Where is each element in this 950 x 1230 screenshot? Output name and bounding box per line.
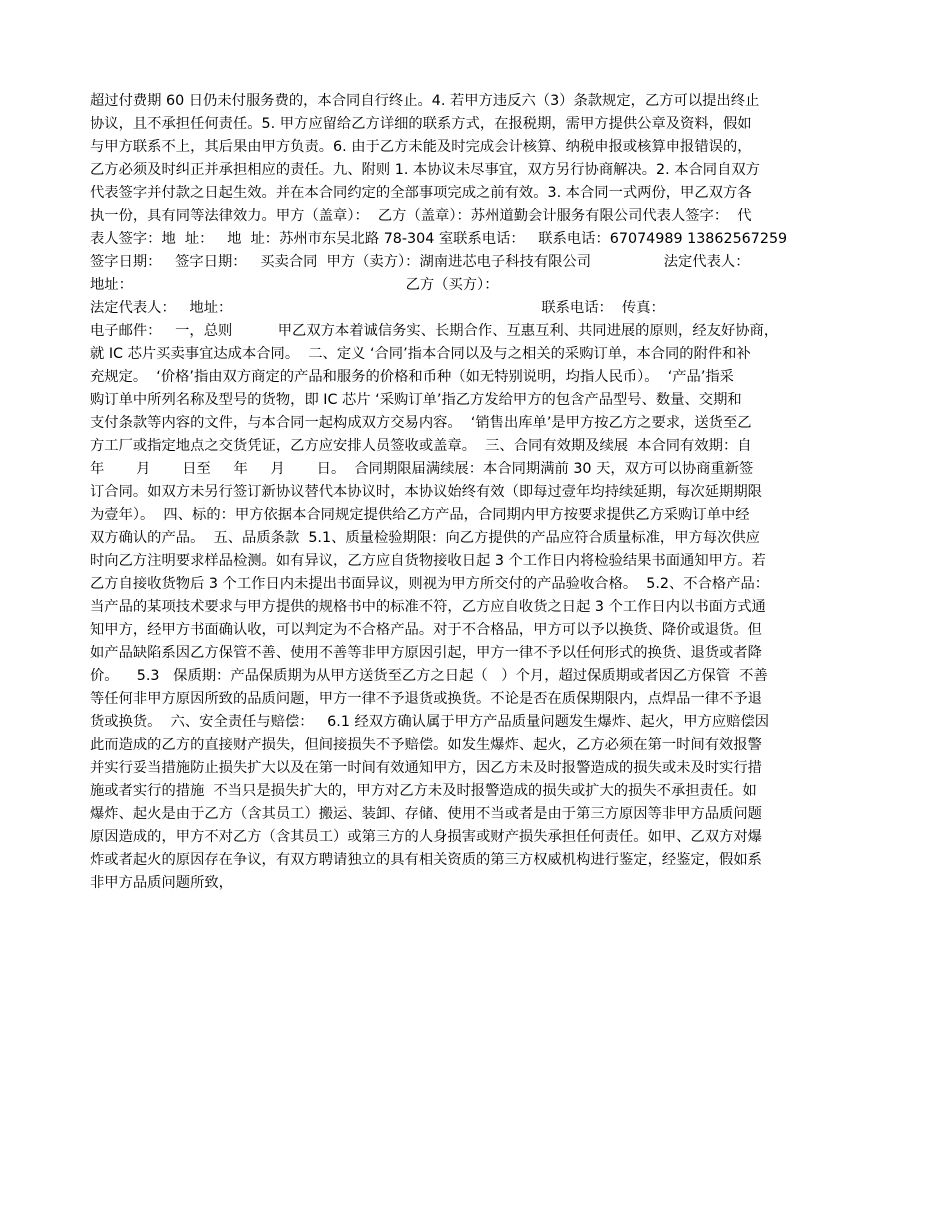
text-line: 货或换货。 六、安全责任与赔偿： 6.1 经双方确认属于甲方产品质量问题发生爆炸、起火，甲方应赔偿因 <box>90 714 770 730</box>
text-line: 年 月 日至 年 月 日。 合同期限届满续展：本合同期满前 30 天，双方可以协商重新签 <box>90 461 754 477</box>
text-line: 原因造成的，甲方不对乙方（含其员工）或第三方的人身损害或财产损失承担任何责任。如甲、乙双方对爆 <box>90 829 762 845</box>
text-line: 签字日期： 签字日期： 买卖合同 甲方（卖方）：湖南进芯电子科技有限公司 法定代表人： <box>90 254 750 270</box>
text-line: 电子邮件： 一，总则 甲乙双方本着诚信务实、长期合作、互惠互利、共同进展的原则，经友好协商， <box>90 323 779 339</box>
text-line: 购订单中所列名称及型号的货物，即 IC 芯片 ‘采购订单’指乙方发给甲方的包含产品型号、数量、交期和 <box>90 392 742 408</box>
text-line: 代表签字并付款之日起生效。并在本合同约定的全部事项完成之前有效。3. 本合同一式两份，甲乙双方各 <box>90 185 752 201</box>
text-line: 价。 5.3 保质期：产品保质期为从甲方送货至乙方之日起（ ）个月，超过保质期或者因乙方保管 不善 <box>90 668 768 684</box>
text-line: 爆炸、起火是由于乙方（含其员工）搬运、装卸、存储、使用不当或者是由于第三方原因等非甲方品质问题 <box>90 806 762 822</box>
text-line: 知甲方，经甲方书面确认收，可以判定为不合格产品。对于不合格品，甲方可以予以换货、降价或退货。但 <box>90 622 762 638</box>
text-line: 双方确认的产品。 五、品质条款 5.1、质量检验期限：向乙方提供的产品应符合质量标准，甲方每次供应 <box>90 530 760 546</box>
text-line: 充规定。 ‘价格’指由双方商定的产品和服务的价格和币种（如无特别说明，均指人民币）。 ‘产品’指采 <box>90 369 734 385</box>
text-line: 非甲方品质问题所致， <box>90 875 233 891</box>
text-line: 乙方必须及时纠正并承担相应的责任。九、附则 1. 本协议未尽事宜，双方另行协商解决。2. 本合同自双方 <box>90 162 760 178</box>
text-line: 并实行妥当措施防止损失扩大以及在第一时间有效通知甲方，因乙方未及时报警造成的损失或未及时实行措 <box>90 760 762 776</box>
text-line: 法定代表人： 地址： 联系电话： 传真： <box>90 300 665 316</box>
text-line: 施或者实行的措施 不当只是损失扩大的，甲方对乙方未及时报警造成的损失或扩大的损失不承担责任。如 <box>90 783 757 799</box>
text-line: 方工厂或指定地点之交货凭证，乙方应安排人员签收或盖章。 三、合同有效期及续展 本合同有效期：自 <box>90 438 752 454</box>
text-line: 为壹年）。 四、标的：甲方依据本合同规定提供给乙方产品，合同期内甲方按要求提供乙方采购订单中经 <box>90 507 750 523</box>
text-line: 地址： 乙方（买方）： <box>90 277 499 293</box>
text-line: 炸或者起火的原因存在争议，有双方聘请独立的具有相关资质的第三方权威机构进行鉴定，经鉴定，假如系 <box>90 852 762 868</box>
text-line: 协议，且不承担任何责任。5. 甲方应留给乙方详细的联系方式，在报税期，需甲方提供公章及资料，假如 <box>90 116 752 132</box>
text-line: 就 IC 芯片买卖事宜达成本合同。 二、定义 ‘合同’指本合同以及与之相关的采购订单，本合同的附件和补 <box>90 346 751 362</box>
text-line: 此而造成的乙方的直接财产损失，但间接损失不予赔偿。如发生爆炸、起火，乙方必须在第一时间有效报警 <box>90 737 762 753</box>
text-line: 订合同。如双方未另行签订新协议替代本协议时，本协议始终有效（即每过壹年均持续延期，每次延期期限 <box>90 484 762 500</box>
document-body <box>90 90 870 895</box>
text-line: 超过付费期 60 日仍未付服务费的，本合同自行终止。4. 若甲方违反六（3）条款规定，乙方可以提出终止 <box>90 93 760 109</box>
text-line: 执一份，具有同等法律效力。甲方（盖章）： 乙方（盖章）：苏州道勤会计服务有限公司代表人签字： 代 <box>90 208 752 224</box>
text-line: 支付条款等内容的文件，与本合同一起构成双方交易内容。 ‘销售出库单’是甲方按乙方之要求，送货至乙 <box>90 415 752 431</box>
text-line: 表人签字：地 址： 地 址：苏州市东吴北路 78-304 室联系电话： 联系电话：67074989 13862567259 <box>90 231 788 247</box>
text-line: 当产品的某项技术要求与甲方提供的规格书中的标准不符，乙方应自收货之日起 3 个工作日内以书面方式通 <box>90 599 766 615</box>
text-line: 与甲方联系不上，其后果由甲方负责。6. 由于乙方未能及时完成会计核算、纳税申报或核算申报错误的， <box>90 139 752 155</box>
text-line: 时向乙方注明要求样品检测。如有异议，乙方应自货物接收日起 3 个工作日内将检验结果书面通知甲方。若 <box>90 553 766 569</box>
text-line: 如产品缺陷系因乙方保管不善、使用不善等非甲方原因引起，甲方一律不予以任何形式的换货、退货或者降 <box>90 645 762 661</box>
text-line: 乙方自接收货物后 3 个工作日内未提出书面异议，则视为甲方所交付的产品验收合格。 5.2、不合格产品： <box>90 576 770 592</box>
text-line: 等任何非甲方原因所致的品质问题，甲方一律不予退货或换货。不论是否在质保期限内，点焊品一律不予退 <box>90 691 762 707</box>
